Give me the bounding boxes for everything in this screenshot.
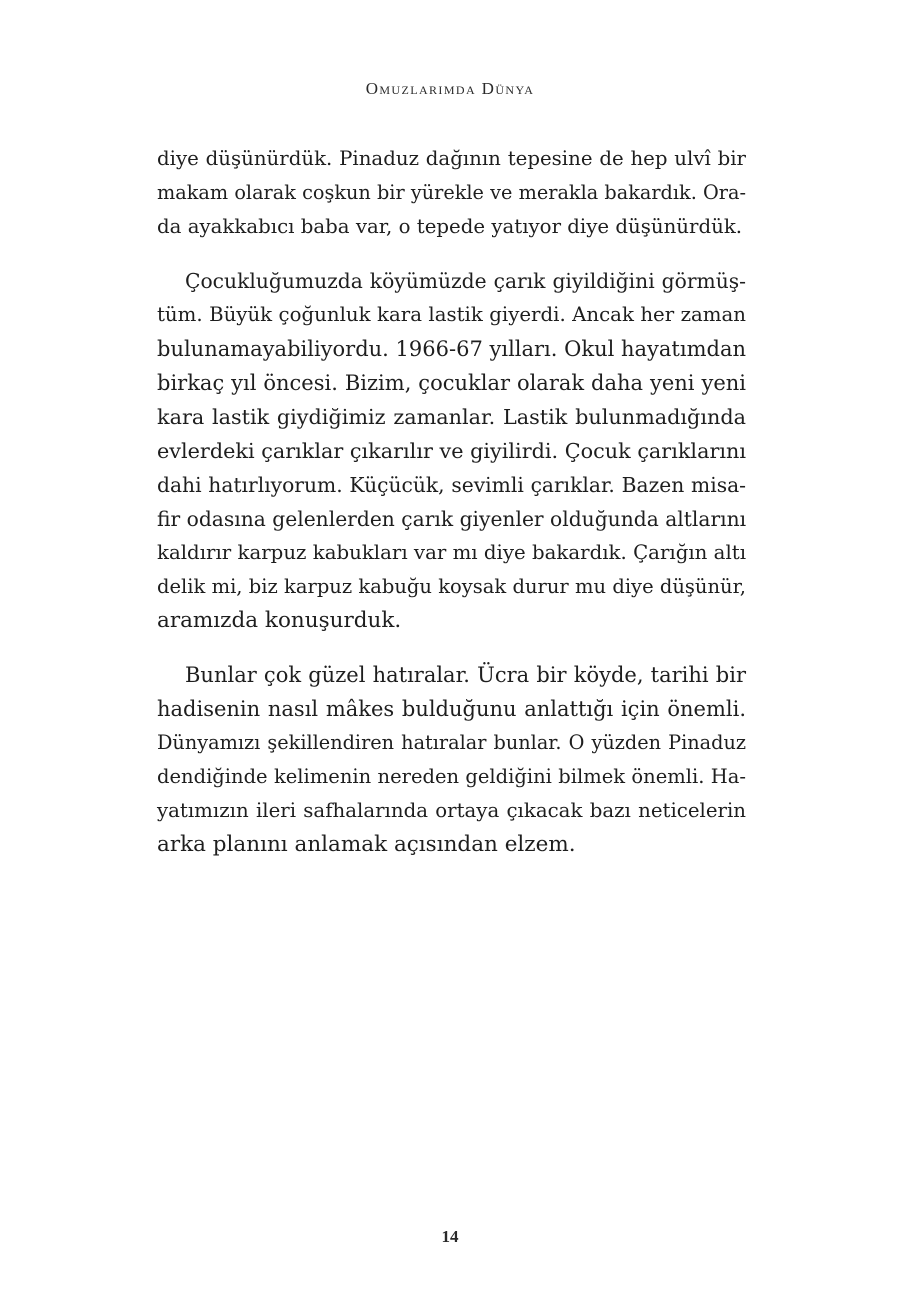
text-line: da ayakkabıcı baba var, o tepede yatıyor diye düşünürdük.: [157, 215, 743, 238]
text-line: evlerdeki çarıklar çıkarılır ve giyilirdi. Çocuk çarıklarını: [157, 439, 746, 463]
text-line: makam olarak coşkun bir yürekle ve merakla bakardık. Ora-: [157, 181, 746, 204]
text-line: birkaç yıl öncesi. Bizim, çocuklar olarak daha yeni yeni: [157, 371, 746, 395]
text-line: kaldırır karpuz kabukları var mı diye bakardık. Çarığın altı: [157, 541, 747, 564]
text-line: fir odasına gelenlerden çarık giyenler olduğunda altlarını: [157, 507, 747, 531]
paragraph: [157, 658, 746, 862]
paragraph: [157, 142, 746, 244]
text-line: dahi hatırlıyorum. Küçücük, sevimli çarıklar. Bazen misa-: [157, 473, 746, 497]
text-line: Dünyamızı şekillendiren hatıralar bunlar. O yüzden Pinaduz: [157, 731, 746, 754]
text-line: dendiğinde kelimenin nereden geldiğini bilmek önemli. Ha-: [157, 765, 746, 788]
text-line: yatımızın ileri safhalarında ortaya çıkacak bazı neticelerin: [157, 799, 746, 822]
text-line: arka planını anlamak açısından elzem.: [157, 832, 576, 857]
text-line: aramızda konuşurduk.: [157, 608, 402, 633]
text-line: hadisenin nasıl mâkes bulduğunu anlattığı için önemli.: [157, 697, 746, 721]
text-line: diye düşünürdük. Pinaduz dağının tepesine de hep ulvî bir: [157, 147, 746, 170]
body-text: [157, 142, 746, 882]
text-line: delik mi, biz karpuz kabuğu koysak durur mu diye düşünür,: [157, 575, 746, 598]
text-line: Çocukluğumuzda köyümüzde çarık giyildiğini görmüş-: [185, 269, 746, 293]
text-line: tüm. Büyük çoğunluk kara lastik giyerdi. Ancak her zaman: [157, 303, 746, 326]
text-line: Bunlar çok güzel hatıralar. Ücra bir köyde, tarihi bir: [185, 663, 746, 687]
running-header: Omuzlarımda Dünya: [365, 79, 535, 98]
text-line: bulunamayabiliyordu. 1966-67 yılları. Okul hayatımdan: [157, 337, 746, 361]
paragraph: [157, 264, 746, 638]
text-line: kara lastik giydiğimiz zamanlar. Lastik bulunmadığında: [157, 405, 746, 429]
page-number: 14: [441, 1227, 459, 1246]
